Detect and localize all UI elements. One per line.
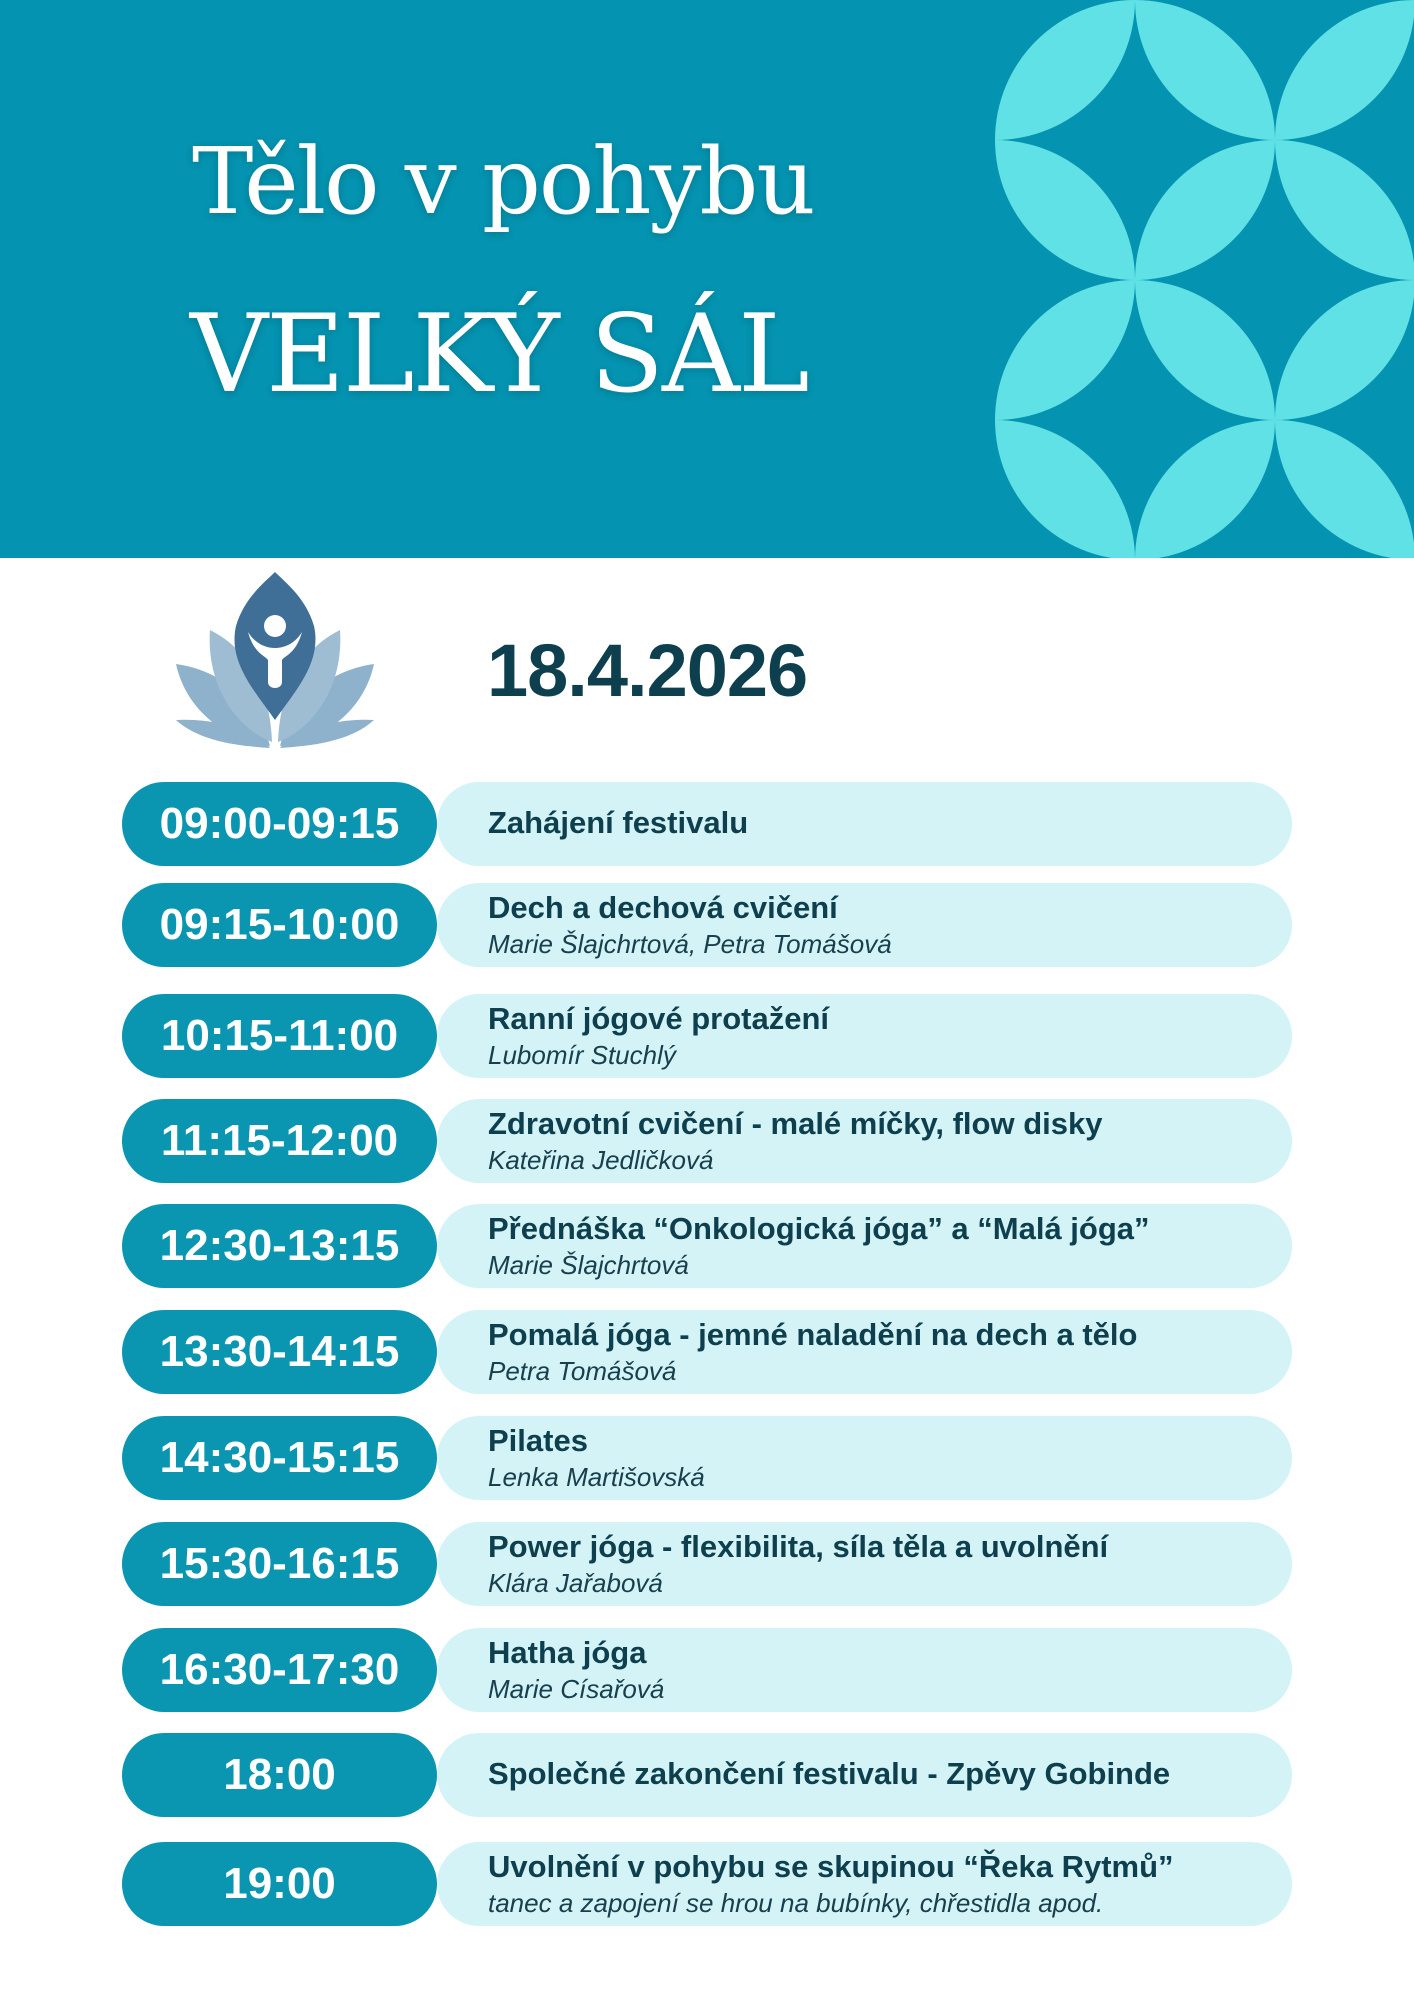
time-pill: 16:30-17:30 — [122, 1628, 437, 1712]
page-title: Tělo v pohybu — [192, 128, 814, 235]
event-date: 18.4.2026 — [487, 629, 808, 712]
schedule-row — [122, 994, 1292, 1078]
time-pill: 15:30-16:15 — [122, 1522, 437, 1606]
session-title: Přednáška “Onkologická jóga” a “Malá jóga” — [488, 1211, 1150, 1246]
schedule-row — [122, 1099, 1292, 1183]
session-subtitle: Petra Tomášová — [488, 1356, 677, 1386]
time-pill: 12:30-13:15 — [122, 1204, 437, 1288]
session-title: Pomalá jóga - jemné naladění na dech a tělo — [488, 1317, 1138, 1352]
schedule-row — [122, 1628, 1292, 1712]
time-pill: 09:15-10:00 — [122, 883, 437, 967]
time-pill: 10:15-11:00 — [122, 994, 437, 1078]
session-subtitle: Marie Šlajchrtová — [488, 1250, 689, 1280]
schedule-row — [122, 782, 1292, 866]
time-pill: 19:00 — [122, 1842, 437, 1926]
session-title: Zahájení festivalu — [488, 805, 749, 840]
session-title: Společné zakončení festivalu - Zpěvy Gobinde — [488, 1756, 1171, 1791]
session-subtitle: tanec a zapojení se hrou na bubínky, chřestidla apod. — [488, 1888, 1104, 1918]
time-pill: 09:00-09:15 — [122, 782, 437, 866]
schedule-row — [122, 1204, 1292, 1288]
schedule-row — [122, 883, 1292, 967]
session-subtitle: Lenka Martišovská — [488, 1462, 705, 1492]
session-subtitle: Lubomír Stuchlý — [488, 1040, 676, 1070]
session-title: Uvolnění v pohybu se skupinou “Řeka Rytmů” — [488, 1849, 1174, 1884]
schedule-row — [122, 1310, 1292, 1394]
schedule-row — [122, 1522, 1292, 1606]
session-subtitle: Klára Jařabová — [488, 1568, 663, 1598]
session-title: Ranní jógové protažení — [488, 1001, 830, 1036]
schedule-row — [122, 1733, 1292, 1817]
page-subtitle: VELKÝ SÁL — [190, 292, 808, 417]
time-pill: 11:15-12:00 — [122, 1099, 437, 1183]
session-title: Power jóga - flexibilita, síla těla a uvolnění — [488, 1529, 1109, 1564]
time-pill: 13:30-14:15 — [122, 1310, 437, 1394]
session-subtitle: Kateřina Jedličková — [488, 1145, 714, 1175]
schedule-row — [122, 1416, 1292, 1500]
session-subtitle: Marie Císařová — [488, 1674, 665, 1704]
session-title: Pilates — [488, 1423, 588, 1458]
time-pill: 14:30-15:15 — [122, 1416, 437, 1500]
session-title: Dech a dechová cvičení — [488, 890, 838, 925]
time-pill: 18:00 — [122, 1733, 437, 1817]
schedule-row — [122, 1842, 1292, 1926]
session-subtitle: Marie Šlajchrtová, Petra Tomášová — [488, 929, 892, 959]
session-title: Zdravotní cvičení - malé míčky, flow disky — [488, 1106, 1103, 1141]
session-title: Hatha jóga — [488, 1635, 647, 1670]
